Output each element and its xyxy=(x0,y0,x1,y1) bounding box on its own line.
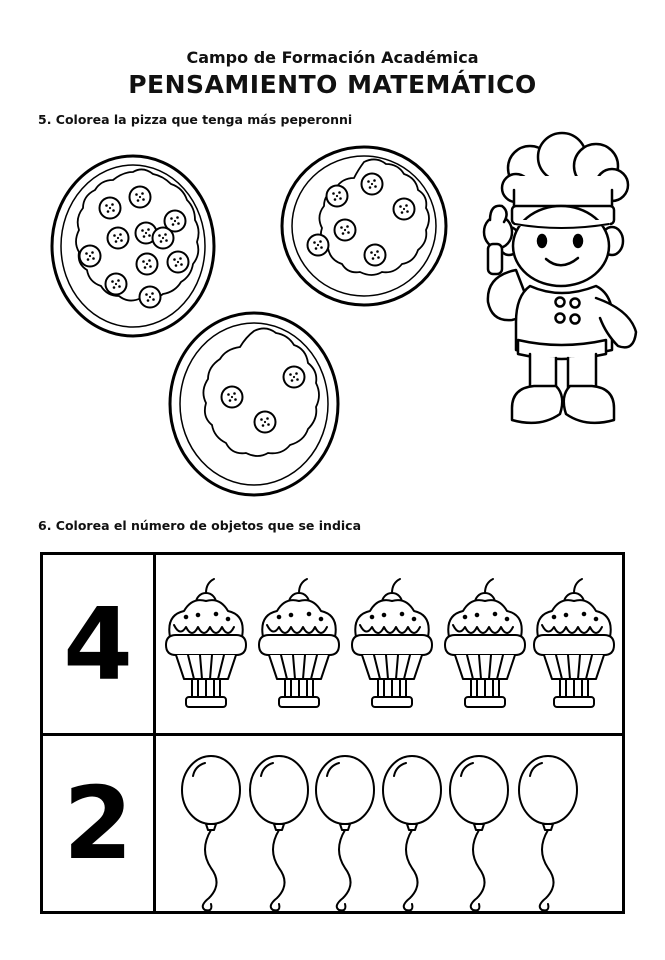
counting-table xyxy=(40,552,625,914)
object-cell xyxy=(156,736,622,911)
pizza-medium-pepperoni[interactable] xyxy=(282,147,446,305)
subtitle: Campo de Formación Académica xyxy=(186,48,479,67)
instruction-6: 6. Colorea el número de objetos que se indica xyxy=(38,518,362,533)
count-row-cupcakes xyxy=(43,555,622,736)
pizza-few-pepperoni[interactable] xyxy=(170,313,338,495)
object-cell xyxy=(156,555,622,733)
count-row-balloons xyxy=(43,736,622,911)
target-number: 2 xyxy=(43,736,156,911)
target-number: 4 xyxy=(43,555,156,733)
cupcake-group xyxy=(156,555,622,733)
instruction-5: 5. Colorea la pizza que tenga más peperonni xyxy=(38,112,353,127)
chef-boy-illustration xyxy=(484,133,636,423)
balloon-group xyxy=(156,736,622,911)
page-title: PENSAMIENTO MATEMÁTICO xyxy=(128,70,537,99)
pizza-many-pepperoni[interactable] xyxy=(52,156,214,336)
